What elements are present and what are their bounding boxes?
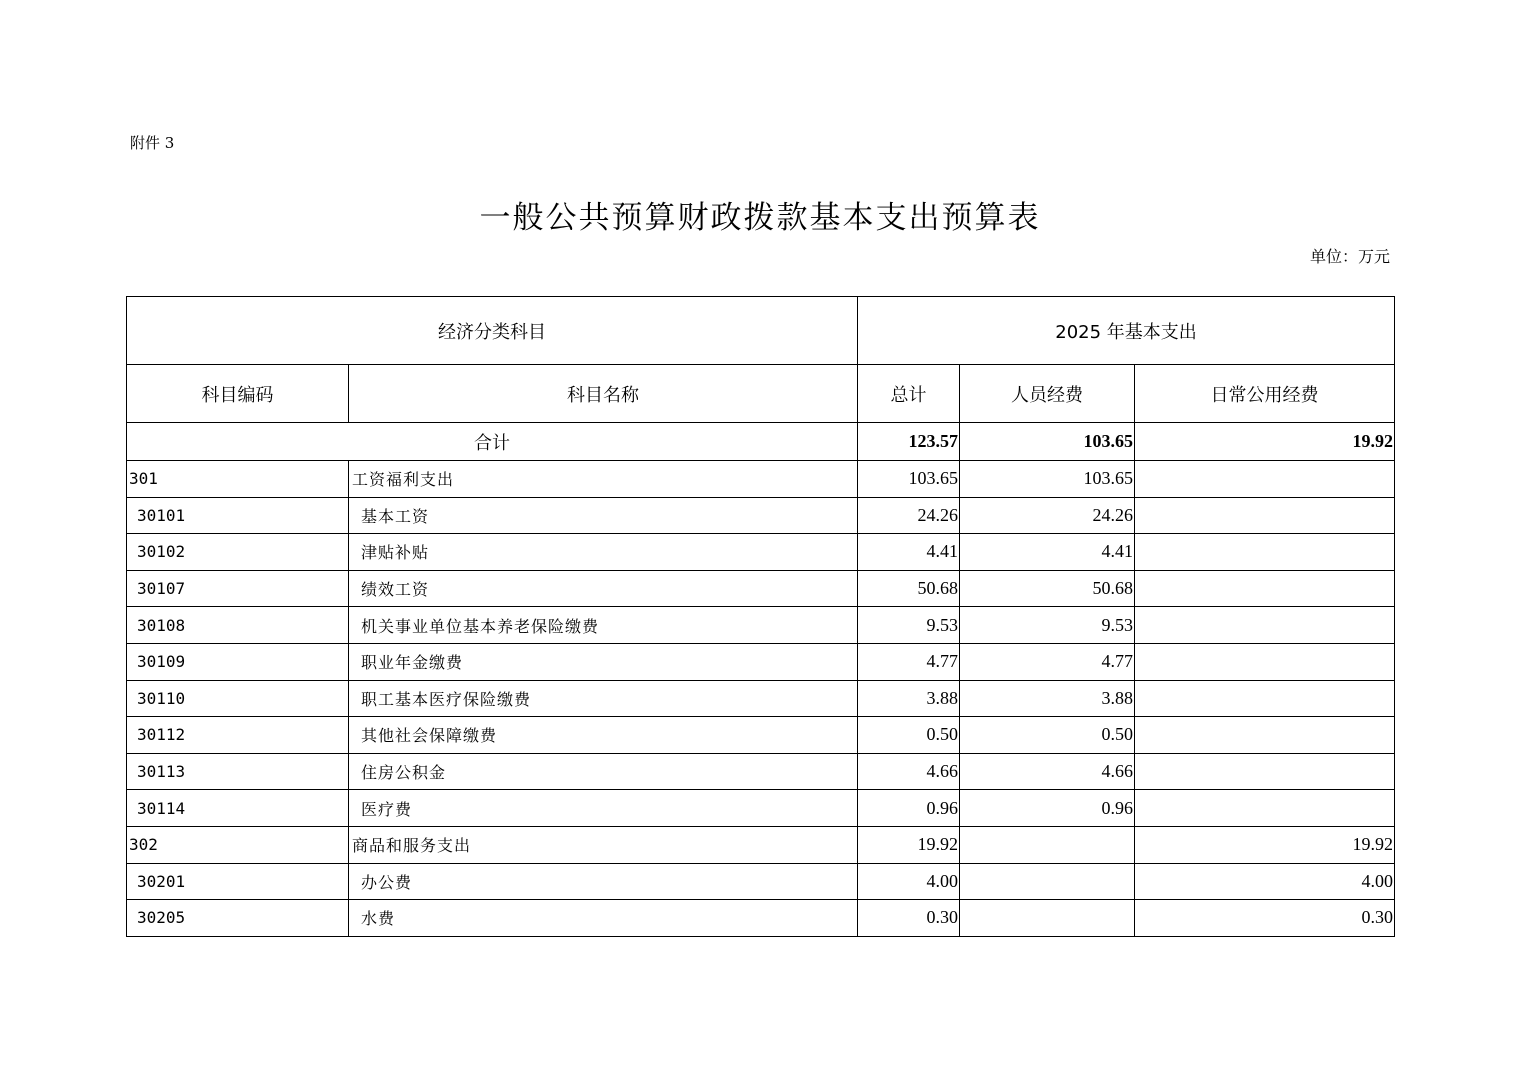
header-group-row bbox=[127, 297, 1395, 365]
row-subject-name: 绩效工资 bbox=[349, 570, 858, 607]
total-row-public: 19.92 bbox=[1135, 423, 1395, 461]
row-subject-code: 30108 bbox=[127, 607, 349, 644]
row-total: 9.53 bbox=[858, 607, 960, 644]
row-personnel: 0.96 bbox=[960, 790, 1135, 827]
row-personnel bbox=[960, 826, 1135, 863]
row-public bbox=[1135, 753, 1395, 790]
row-total: 19.92 bbox=[858, 826, 960, 863]
row-total: 0.96 bbox=[858, 790, 960, 827]
table-row bbox=[127, 534, 1395, 571]
row-subject-code: 30114 bbox=[127, 790, 349, 827]
table-row bbox=[127, 643, 1395, 680]
table-row bbox=[127, 570, 1395, 607]
row-public bbox=[1135, 497, 1395, 534]
page-title: 一般公共预算财政拨款基本支出预算表 bbox=[479, 200, 1041, 236]
row-subject-name: 商品和服务支出 bbox=[349, 826, 858, 863]
table-row bbox=[127, 790, 1395, 827]
row-total: 4.00 bbox=[858, 863, 960, 900]
row-subject-name: 医疗费 bbox=[349, 790, 858, 827]
row-subject-name: 工资福利支出 bbox=[349, 461, 858, 498]
budget-table-body bbox=[127, 297, 1395, 937]
row-public bbox=[1135, 790, 1395, 827]
row-public bbox=[1135, 461, 1395, 498]
row-subject-code: 30201 bbox=[127, 863, 349, 900]
row-public bbox=[1135, 643, 1395, 680]
row-subject-name: 机关事业单位基本养老保险缴费 bbox=[349, 607, 858, 644]
row-personnel: 4.66 bbox=[960, 753, 1135, 790]
total-row bbox=[127, 423, 1395, 461]
table-row bbox=[127, 607, 1395, 644]
row-total: 4.77 bbox=[858, 643, 960, 680]
row-subject-code: 30101 bbox=[127, 497, 349, 534]
row-subject-name: 办公费 bbox=[349, 863, 858, 900]
header-subject-name: 科目名称 bbox=[349, 365, 858, 423]
row-personnel: 0.50 bbox=[960, 717, 1135, 754]
table-row bbox=[127, 826, 1395, 863]
row-subject-name: 水费 bbox=[349, 900, 858, 937]
row-subject-name: 基本工资 bbox=[349, 497, 858, 534]
row-personnel bbox=[960, 900, 1135, 937]
header-subject-code: 科目编码 bbox=[127, 365, 349, 423]
table-row bbox=[127, 497, 1395, 534]
row-total: 3.88 bbox=[858, 680, 960, 717]
row-subject-name: 其他社会保障缴费 bbox=[349, 717, 858, 754]
header-total: 总计 bbox=[858, 365, 960, 423]
row-subject-code: 30107 bbox=[127, 570, 349, 607]
table-row bbox=[127, 863, 1395, 900]
row-subject-code: 30109 bbox=[127, 643, 349, 680]
row-subject-name: 职工基本医疗保险缴费 bbox=[349, 680, 858, 717]
header-personnel-expenses: 人员经费 bbox=[960, 365, 1135, 423]
row-personnel: 24.26 bbox=[960, 497, 1135, 534]
row-subject-code: 30102 bbox=[127, 534, 349, 571]
row-public: 19.92 bbox=[1135, 826, 1395, 863]
row-subject-name: 住房公积金 bbox=[349, 753, 858, 790]
table-row bbox=[127, 753, 1395, 790]
row-subject-name: 职业年金缴费 bbox=[349, 643, 858, 680]
header-public-expenses: 日常公用经费 bbox=[1135, 365, 1395, 423]
row-personnel bbox=[960, 863, 1135, 900]
row-subject-code: 30112 bbox=[127, 717, 349, 754]
row-subject-code: 30110 bbox=[127, 680, 349, 717]
unit-label: 单位：万元 bbox=[1309, 247, 1390, 266]
row-total: 4.66 bbox=[858, 753, 960, 790]
row-subject-code: 30113 bbox=[127, 753, 349, 790]
row-subject-code: 301 bbox=[127, 461, 349, 498]
row-public bbox=[1135, 534, 1395, 571]
table-row bbox=[127, 461, 1395, 498]
table-row bbox=[127, 680, 1395, 717]
budget-table bbox=[126, 296, 1395, 937]
header-column-row bbox=[127, 365, 1395, 423]
total-row-total: 123.57 bbox=[858, 423, 960, 461]
header-basic-expenditure: 2025 年基本支出 bbox=[858, 297, 1395, 365]
header-economic-classification: 经济分类科目 bbox=[127, 297, 858, 365]
row-total: 50.68 bbox=[858, 570, 960, 607]
row-personnel: 3.88 bbox=[960, 680, 1135, 717]
row-public bbox=[1135, 570, 1395, 607]
row-total: 0.50 bbox=[858, 717, 960, 754]
row-public bbox=[1135, 607, 1395, 644]
total-row-personnel: 103.65 bbox=[960, 423, 1135, 461]
row-total: 4.41 bbox=[858, 534, 960, 571]
row-public bbox=[1135, 717, 1395, 754]
row-total: 0.30 bbox=[858, 900, 960, 937]
row-total: 103.65 bbox=[858, 461, 960, 498]
row-public: 0.30 bbox=[1135, 900, 1395, 937]
row-public bbox=[1135, 680, 1395, 717]
row-total: 24.26 bbox=[858, 497, 960, 534]
row-subject-code: 302 bbox=[127, 826, 349, 863]
row-public: 4.00 bbox=[1135, 863, 1395, 900]
table-row bbox=[127, 900, 1395, 937]
row-personnel: 50.68 bbox=[960, 570, 1135, 607]
table-row bbox=[127, 717, 1395, 754]
row-subject-name: 津贴补贴 bbox=[349, 534, 858, 571]
row-personnel: 103.65 bbox=[960, 461, 1135, 498]
total-row-label: 合计 bbox=[127, 423, 858, 461]
row-personnel: 4.77 bbox=[960, 643, 1135, 680]
row-personnel: 9.53 bbox=[960, 607, 1135, 644]
attachment-label: 附件 3 bbox=[130, 134, 175, 152]
row-subject-code: 30205 bbox=[127, 900, 349, 937]
row-personnel: 4.41 bbox=[960, 534, 1135, 571]
